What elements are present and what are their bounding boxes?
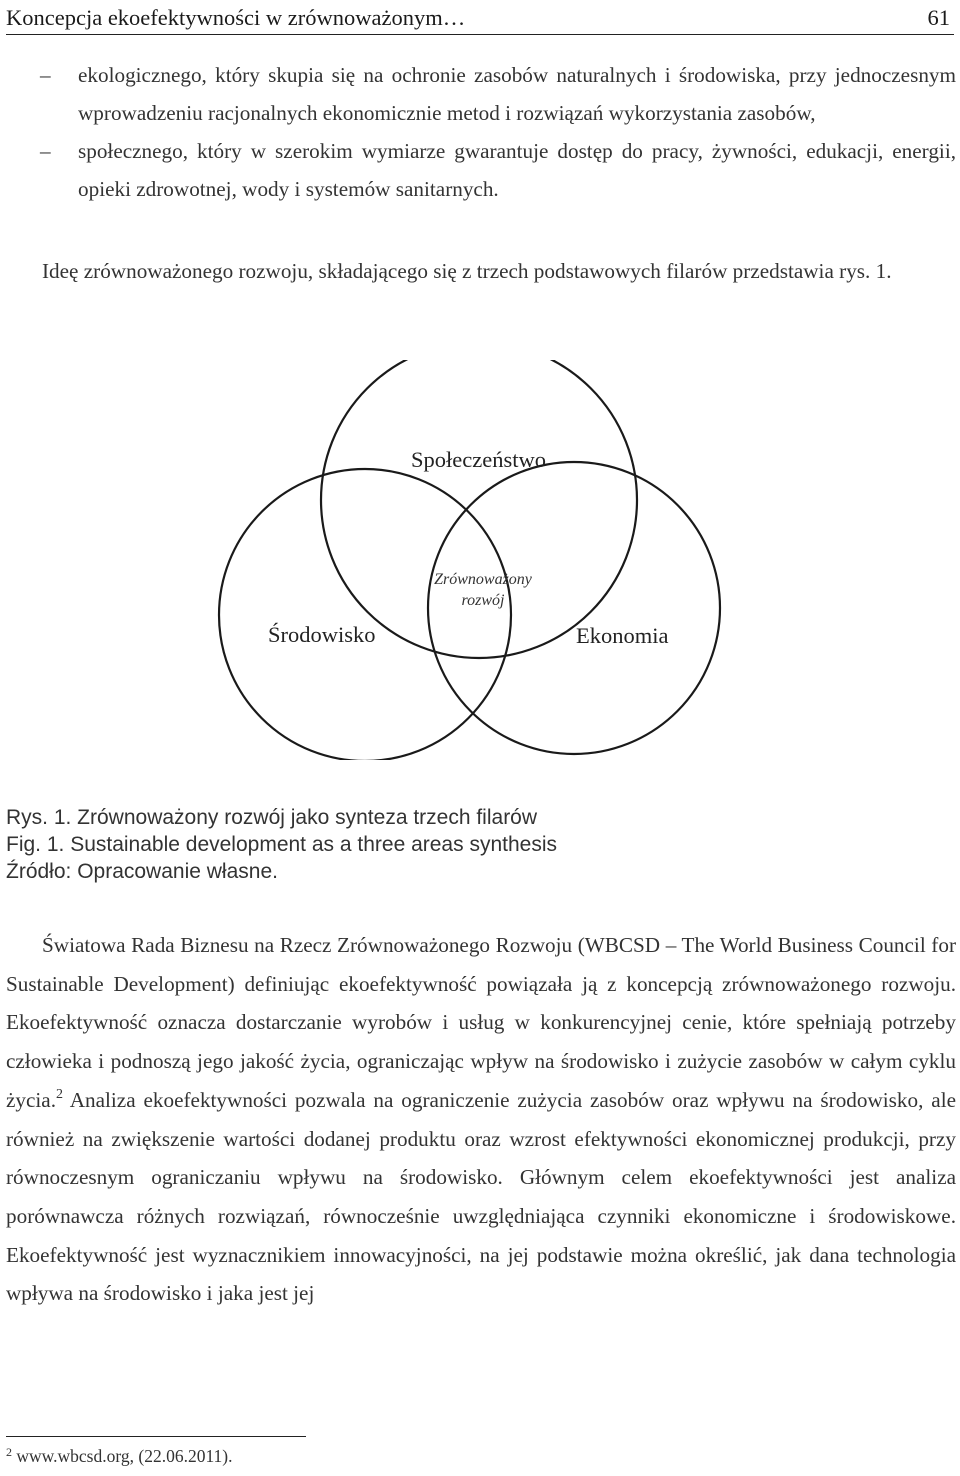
footnote bbox=[6, 1446, 233, 1467]
intro-paragraph: Ideę zrównoważonego rozwoju, składającego się z trzech podstawowych filarów przedstawia rys. 1. bbox=[42, 259, 892, 283]
list-item-text: społecznego, który w szerokim wymiarze gwarantuje dostęp do pracy, żywności, edukacji, energii, opieki zdrowotnej, wody i systemów sanitarnych. bbox=[78, 139, 956, 201]
running-header bbox=[6, 4, 954, 35]
dash-list bbox=[6, 56, 956, 208]
body-text-part: Analiza ekoefektywności pozwala na ograniczenie zużycia zasobów oraz wpływu na środowisko, ale również na zwiększenie wartości dodanej produktu oraz wzrost efektywności ekonomicznej produkcji, przy równoczesnym ograniczaniu wpływu na środowisko. Głównym celem ekoefektywności jest analiza porównawcza różnych rozwiązań, równocześnie uwzględniająca czynniki ekonomiczne i środowiskowe. Ekoefektywność jest wyznacznikiem innowacyjności, na jej podstawie można określić, jak dana technologia wpływa na środowisko i jaka jest jej bbox=[6, 1087, 956, 1306]
caption-english: Fig. 1. Sustainable development as a three areas synthesis bbox=[6, 833, 557, 856]
center-label-line: rozwój bbox=[461, 592, 505, 609]
label-economy: Ekonomia bbox=[576, 623, 669, 648]
footnote-reference[interactable]: 2 bbox=[56, 1086, 63, 1102]
header-title: Koncepcja ekoefektywności w zrównoważonym… bbox=[6, 5, 466, 30]
venn-circle-society bbox=[321, 360, 637, 658]
page-number: 61 bbox=[927, 5, 950, 30]
venn-circle-environment bbox=[219, 469, 511, 760]
body-paragraph bbox=[6, 926, 956, 1313]
list-item bbox=[6, 132, 956, 208]
figure-captions bbox=[6, 804, 557, 885]
body-text-part: Światowa Rada Biznesu na Rzecz Zrównoważonego Rozwoju (WBCSD – The World Business Council for Sustainable Development) definiując ekoefektywność powiązała ją z koncepcją zrównoważonego rozwoju. Ekoefektywność oznacza dostarczanie wyrobów i usług w konkurencyjnej cenie, które spełniają potrzeby człowieka i podnoszą jego jakość życia, ograniczając wpływ na środowisko i zużycie zasobów w całym cyklu życia. bbox=[6, 933, 956, 1112]
list-dash: – bbox=[40, 63, 51, 87]
label-environment: Środowisko bbox=[268, 622, 376, 647]
label-society: Społeczeństwo bbox=[411, 447, 546, 472]
venn-diagram bbox=[200, 360, 760, 760]
list-item bbox=[6, 56, 956, 132]
footnote-separator bbox=[6, 1436, 306, 1437]
footnote-mark: 2 bbox=[6, 1445, 12, 1459]
center-label-line: Zrównoważony bbox=[434, 571, 532, 588]
footnote-text: www.wbcsd.org, (22.06.2011). bbox=[12, 1446, 233, 1466]
label-sustainable-development bbox=[413, 569, 553, 611]
list-dash: – bbox=[40, 139, 51, 163]
venn-svg bbox=[200, 360, 760, 760]
list-item-text: ekologicznego, który skupia się na ochronie zasobów naturalnych i środowiska, przy jednoczesnym wprowadzeniu racjonalnych ekonomicznie metod i rozwiązań wykorzystania zasobów, bbox=[78, 63, 956, 125]
caption-source: Źródło: Opracowanie własne. bbox=[6, 860, 278, 883]
caption-polish: Rys. 1. Zrównoważony rozwój jako synteza trzech filarów bbox=[6, 806, 538, 829]
